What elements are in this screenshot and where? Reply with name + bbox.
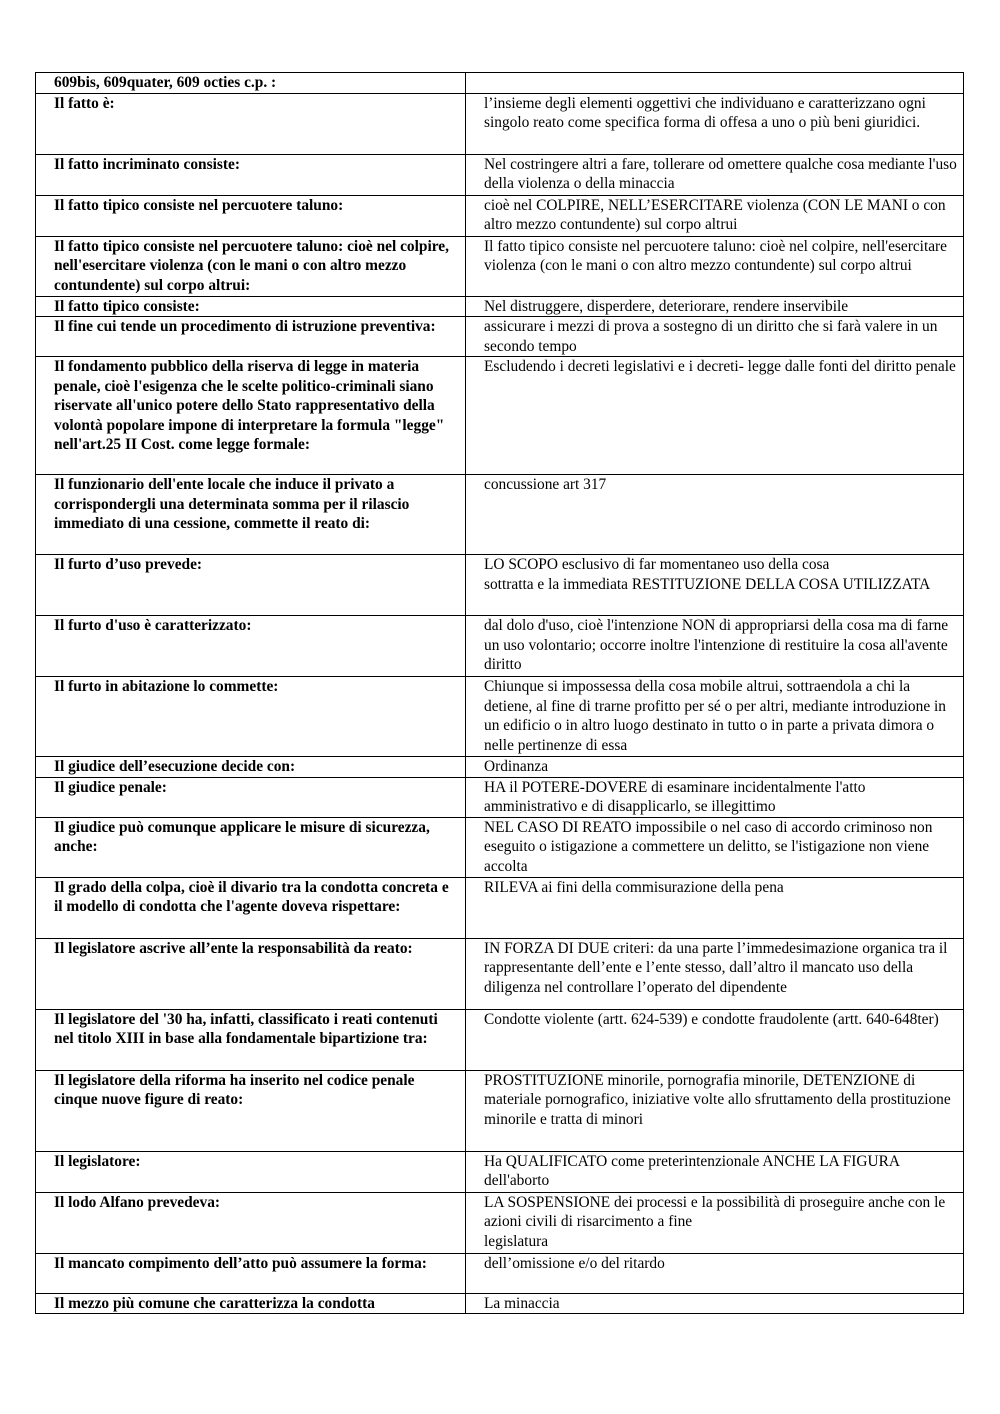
answer-text: l’insieme degli elementi oggettivi che individuano e caratterizzano ogni singolo reato come specifica forma di offesa a uno o più beni giuridici. [484,94,926,131]
question-cell [36,777,466,817]
answer-text: IN FORZA DI DUE criteri: da una parte l’immedesimazione organica tra il rappresentante dell’ente e l’ente stesso, dall’altro il mancato uso della diligenza nel controllare l’operato del dipendente [484,939,948,996]
answer-cell [466,317,964,357]
table-row [36,677,964,757]
table-row [36,1192,964,1253]
question-cell [36,357,466,475]
question-text: Il fatto tipico consiste: [54,297,200,315]
answer-cell [466,154,964,195]
question-text: Il furto in abitazione lo commette: [54,678,279,695]
question-cell [36,154,466,195]
answer-text: LO SCOPO esclusivo di far momentaneo uso della cosa sottratta e la immediata RESTITUZIONE DELLA COSA UTILIZZATA [484,556,931,593]
answer-cell [466,938,964,1009]
qa-table [35,72,964,1314]
answer-text: RILEVA ai fini della commisurazione della pena [484,878,784,896]
answer-text: LA SOSPENSIONE dei processi e la possibilità di proseguire anche con le azioni civili di risarcimento a fine legislatura [484,1193,946,1250]
table-row [36,877,964,938]
answer-text: HA il POTERE-DOVERE di esaminare incidentalmente l'atto amministrativo e di disapplicarlo, se illegittimo [484,778,866,815]
qa-table-body [36,73,964,1314]
answer-text: cioè nel COLPIRE, NELL’ESERCITARE violenza (CON LE MANI o con altro mezzo contundente) sul corpo altrui [484,196,946,233]
question-text: Il fatto incriminato consiste: [54,155,240,173]
answer-text: Ordinanza [484,758,549,775]
question-cell [36,236,466,296]
table-row [36,1151,964,1192]
question-cell [36,1009,466,1070]
question-text: Il grado della colpa, cioè il divario tra la condotta concreta e il modello di condotta che l'agente doveva rispettare: [54,878,449,915]
answer-cell [466,475,964,555]
answer-cell [466,195,964,236]
answer-text: La minaccia [484,1294,560,1312]
question-cell [36,757,466,778]
table-row [36,154,964,195]
question-text: Il mezzo più comune che caratterizza la condotta [54,1294,375,1312]
answer-cell [466,1293,964,1314]
answer-cell [466,1192,964,1253]
table-row [36,195,964,236]
question-text: Il fine cui tende un procedimento di istruzione preventiva: [54,318,436,335]
question-text: Il legislatore ascrive all’ente la responsabilità da reato: [54,939,413,957]
answer-cell [466,616,964,677]
question-cell [36,1293,466,1314]
question-text: Il legislatore: [54,1152,141,1170]
answer-cell [466,357,964,475]
answer-cell [466,93,964,154]
answer-cell [466,73,964,94]
question-cell [36,817,466,877]
question-text: Il furto d'uso è caratterizzato: [54,617,252,634]
table-row [36,757,964,778]
answer-text: Nel distruggere, disperdere, deteriorare, rendere inservibile [484,297,849,315]
question-cell [36,555,466,616]
answer-text: assicurare i mezzi di prova a sostegno di un diritto che si farà valere in un secondo tempo [484,318,938,355]
question-cell [36,195,466,236]
answer-cell [466,236,964,296]
question-cell [36,93,466,154]
question-text: Il fatto è: [54,94,115,112]
answer-text: concussione art 317 [484,476,607,493]
table-row [36,1009,964,1070]
table-row [36,93,964,154]
question-cell [36,1070,466,1151]
question-cell [36,317,466,357]
answer-text: Nel costringere altri a fare, tollerare od omettere qualche cosa mediante l'uso della violenza o della minaccia [484,155,957,192]
table-row [36,73,964,94]
question-cell [36,1151,466,1192]
table-row [36,555,964,616]
table-row [36,236,964,296]
question-text: Il fatto tipico consiste nel percuotere taluno: cioè nel colpire, nell'esercitare violenza (con le mani o con altro mezzo contundente) sul corpo altrui: [54,237,449,294]
answer-text: Il fatto tipico consiste nel percuotere taluno: cioè nel colpire, nell'esercitare violenza (con le mani o con altro mezzo contundente) sul corpo altrui [484,237,948,274]
answer-cell [466,817,964,877]
answer-cell [466,677,964,757]
table-row [36,1253,964,1293]
table-row [36,317,964,357]
answer-cell [466,1009,964,1070]
answer-text: NEL CASO DI REATO impossibile o nel caso di accordo criminoso non eseguito o istigazione a commettere un delitto, se l'istigazione non viene accolta [484,818,933,875]
answer-text: PROSTITUZIONE minorile, pornografia minorile, DETENZIONE di materiale pornografico, iniziative volte allo sfruttamento della prostituzione minorile e tratta di minori [484,1071,951,1128]
table-row [36,817,964,877]
table-row [36,938,964,1009]
question-text: Il funzionario dell'ente locale che induce il privato a corrispondergli una determinata somma per il rilascio immediato di una cessione, commette il reato di: [54,476,410,532]
question-cell [36,1253,466,1293]
question-text: Il fondamento pubblico della riserva di legge in materia penale, cioè l'esigenza che le scelte politico-criminali siano riservate all'unico potere dello Stato rappresentativo della volontà popolare impone di interpretare la formula "legge" nell'art.25 II Cost. come legge formale: [54,358,445,453]
question-text: Il giudice dell’esecuzione decide con: [54,758,296,775]
question-cell [36,475,466,555]
table-row [36,296,964,317]
question-cell [36,677,466,757]
question-cell [36,296,466,317]
table-row [36,1293,964,1314]
question-cell [36,877,466,938]
question-text: Il fatto tipico consiste nel percuotere taluno: [54,196,344,214]
question-text: Il mancato compimento dell’atto può assumere la forma: [54,1254,427,1272]
question-cell [36,73,466,94]
question-cell [36,616,466,677]
answer-text: dal dolo d'uso, cioè l'intenzione NON di appropriarsi della cosa ma di farne un uso volontario; occorre inoltre l'intenzione di restituire la cosa all'avente diritto [484,617,949,673]
answer-cell [466,877,964,938]
answer-text: Ha QUALIFICATO come preterintenzionale ANCHE LA FIGURA dell'aborto [484,1152,900,1189]
question-text: Il legislatore della riforma ha inserito nel codice penale cinque nuove figure di reato: [54,1071,415,1108]
question-text: Il lodo Alfano prevedeva: [54,1193,221,1211]
answer-cell [466,1151,964,1192]
table-row [36,777,964,817]
answer-cell [466,777,964,817]
question-text: Il furto d’uso prevede: [54,556,203,573]
question-cell [36,938,466,1009]
answer-cell [466,555,964,616]
answer-cell [466,1070,964,1151]
table-row [36,475,964,555]
answer-cell [466,1253,964,1293]
table-row [36,357,964,475]
question-text: Il legislatore del '30 ha, infatti, classificato i reati contenuti nel titolo XIII in base alla fondamentale bipartizione tra: [54,1010,438,1047]
answer-cell [466,757,964,778]
answer-text: dell’omissione e/o del ritardo [484,1254,665,1272]
question-cell [36,1192,466,1253]
answer-cell [466,296,964,317]
table-row [36,1070,964,1151]
table-row [36,616,964,677]
question-text: 609bis, 609quater, 609 octies c.p. : [54,74,277,91]
question-text: Il giudice penale: [54,778,167,796]
answer-text: Condotte violente (artt. 624-539) e condotte fraudolente (artt. 640-648ter) [484,1010,939,1028]
answer-text: Escludendo i decreti legislativi e i decreti- legge dalle fonti del diritto penale [484,358,956,375]
answer-text: Chiunque si impossessa della cosa mobile altrui, sottraendola a chi la detiene, al fine di trarne profitto per sé o per altri, mediante introduzione in un edificio o in altro luogo destinato in tutto o in parte a privata dimora o nelle pertinenze di essa [484,678,946,754]
question-text: Il giudice può comunque applicare le misure di sicurezza, anche: [54,818,430,855]
